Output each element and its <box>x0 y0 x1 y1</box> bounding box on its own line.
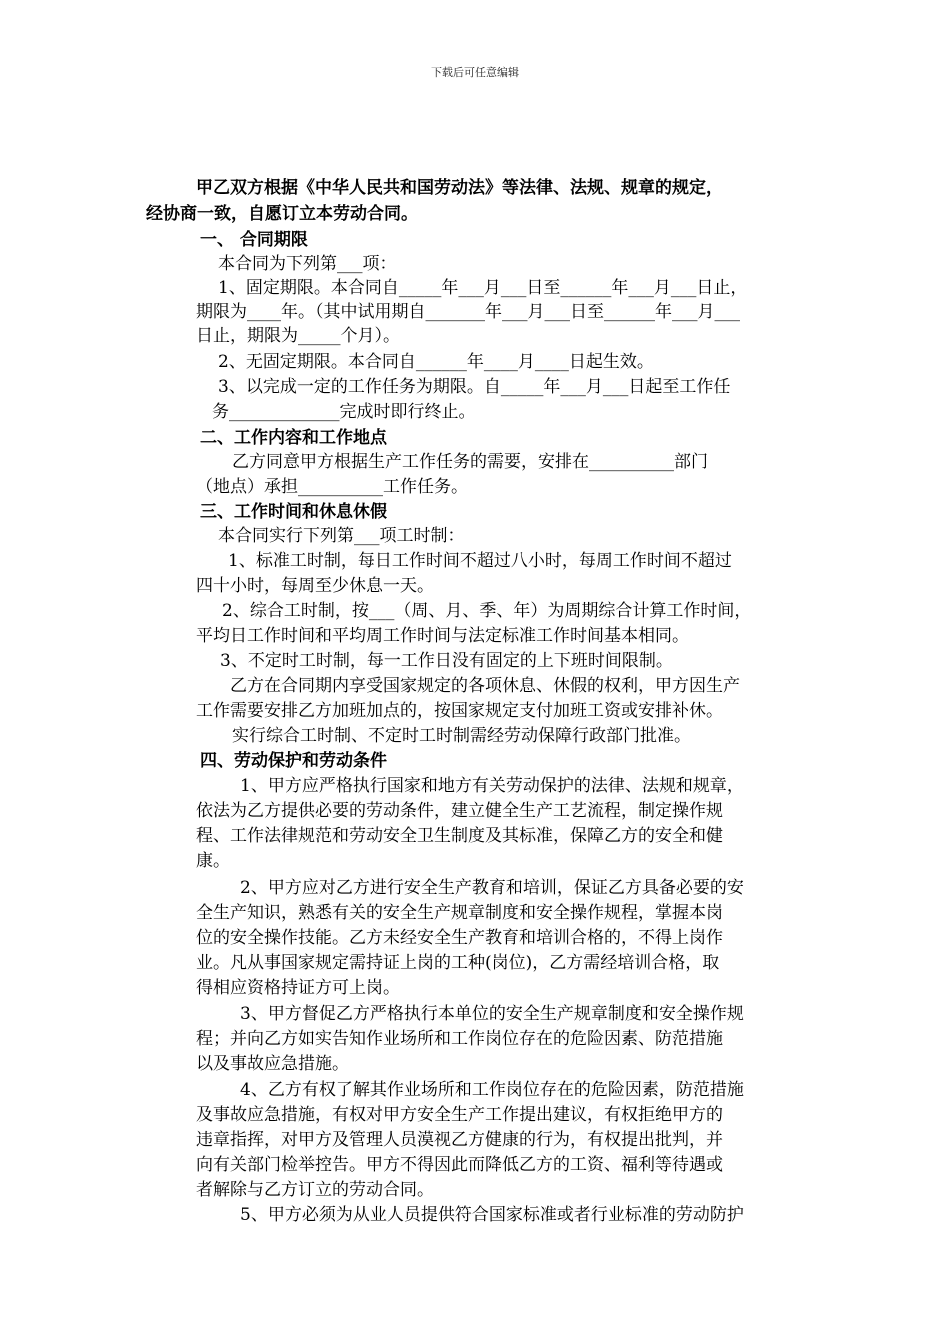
text-line: 3、以完成一定的工作任务为期限。自_____年___月___日起至工作任 <box>218 377 731 397</box>
section-heading: 一、 合同期限 <box>200 230 308 250</box>
text-line: 以及事故应急措施。 <box>196 1054 349 1074</box>
text-line: 业。凡从事国家规定需持证上岗的工种(岗位)，乙方需经培训合格，取 <box>196 953 720 973</box>
text-line: 3、甲方督促乙方严格执行本单位的安全生产规章制度和安全操作规 <box>240 1004 744 1024</box>
text-line: 乙方在合同期内享受国家规定的各项休息、休假的权利，甲方因生产 <box>230 676 740 696</box>
text-line: 得相应资格持证方可上岗。 <box>196 978 400 998</box>
text-line: 1、标准工时制，每日工作时间不超过八小时，每周工作时间不超过 <box>228 551 732 571</box>
text-line: 程、工作法律规范和劳动安全卫生制度及其标准，保障乙方的安全和健 <box>196 826 723 846</box>
text-line: 实行综合工时制、不定时工时制需经劳动保障行政部门批准。 <box>232 726 691 746</box>
section-heading: 三、工作时间和休息休假 <box>200 502 387 522</box>
text-line: 1、固定期限。本合同自_____年___月___日至______年___月___日止， <box>218 278 748 298</box>
text-line: 依法为乙方提供必要的劳动条件，建立健全生产工艺流程，制定操作规 <box>196 801 723 821</box>
text-line: 2、甲方应对乙方进行安全生产教育和培训，保证乙方具备必要的安 <box>240 878 744 898</box>
text-line: 位的安全操作技能。乙方未经安全生产教育和培训合格的，不得上岗作 <box>196 928 723 948</box>
text-line: 2、无固定期限。本合同自______年____月____日起生效。 <box>218 352 654 372</box>
section-heading: 甲乙双方根据《中华人民共和国劳动法》等法律、法规、规章的规定， <box>196 178 723 198</box>
text-line: 2、综合工时制，按___（周、月、季、年）为周期综合计算工作时间， <box>222 601 752 621</box>
section-heading: 二、工作内容和工作地点 <box>200 428 387 448</box>
section-heading: 经协商一致，自愿订立本劳动合同。 <box>146 204 418 224</box>
text-line: 4、乙方有权了解其作业场所和工作岗位存在的危险因素，防范措施 <box>240 1080 744 1100</box>
text-line: 3、不定时工时制，每一工作日没有固定的上下班时间限制。 <box>220 651 673 671</box>
text-line: 5、甲方必须为从业人员提供符合国家标准或者行业标准的劳动防护 <box>240 1205 744 1225</box>
text-line: （地点）承担__________工作任务。 <box>196 477 468 497</box>
text-line: 违章指挥，对甲方及管理人员漠视乙方健康的行为，有权提出批判，并 <box>196 1130 723 1150</box>
text-line: 四十小时，每周至少休息一天。 <box>196 576 434 596</box>
text-line: 向有关部门检举控告。甲方不得因此而降低乙方的工资、福利等待遇或 <box>196 1155 723 1175</box>
page-header: 下载后可任意编辑 <box>431 66 519 79</box>
text-line: 程；并向乙方如实告知作业场所和工作岗位存在的危险因素、防范措施 <box>196 1029 723 1049</box>
text-line: 本合同实行下列第___项工时制： <box>218 526 465 546</box>
text-line: 1、甲方应严格执行国家和地方有关劳动保护的法律、法规和规章， <box>240 776 744 796</box>
text-line: 工作需要安排乙方加班加点的，按国家规定支付加班工资或安排补休。 <box>196 701 723 721</box>
text-line: 及事故应急措施，有权对甲方安全生产工作提出建议，有权拒绝甲方的 <box>196 1105 723 1125</box>
text-line: 全生产知识，熟悉有关的安全生产规章制度和安全操作规程，掌握本岗 <box>196 903 723 923</box>
text-line: 本合同为下列第___项： <box>218 254 397 274</box>
text-line: 平均日工作时间和平均周工作时间与法定标准工作时间基本相同。 <box>196 626 689 646</box>
text-line: 务_____________完成时即行终止。 <box>212 402 476 422</box>
text-line: 者解除与乙方订立的劳动合同。 <box>196 1180 434 1200</box>
text-line: 乙方同意甲方根据生产工作任务的需要，安排在__________部门 <box>232 452 708 472</box>
text-line: 日止，期限为_____个月）。 <box>196 326 400 346</box>
section-heading: 四、劳动保护和劳动条件 <box>200 751 387 771</box>
text-line: 康。 <box>196 851 230 871</box>
text-line: 期限为____年。（其中试用期自_______年___月___日至______年___月___ <box>196 302 740 322</box>
